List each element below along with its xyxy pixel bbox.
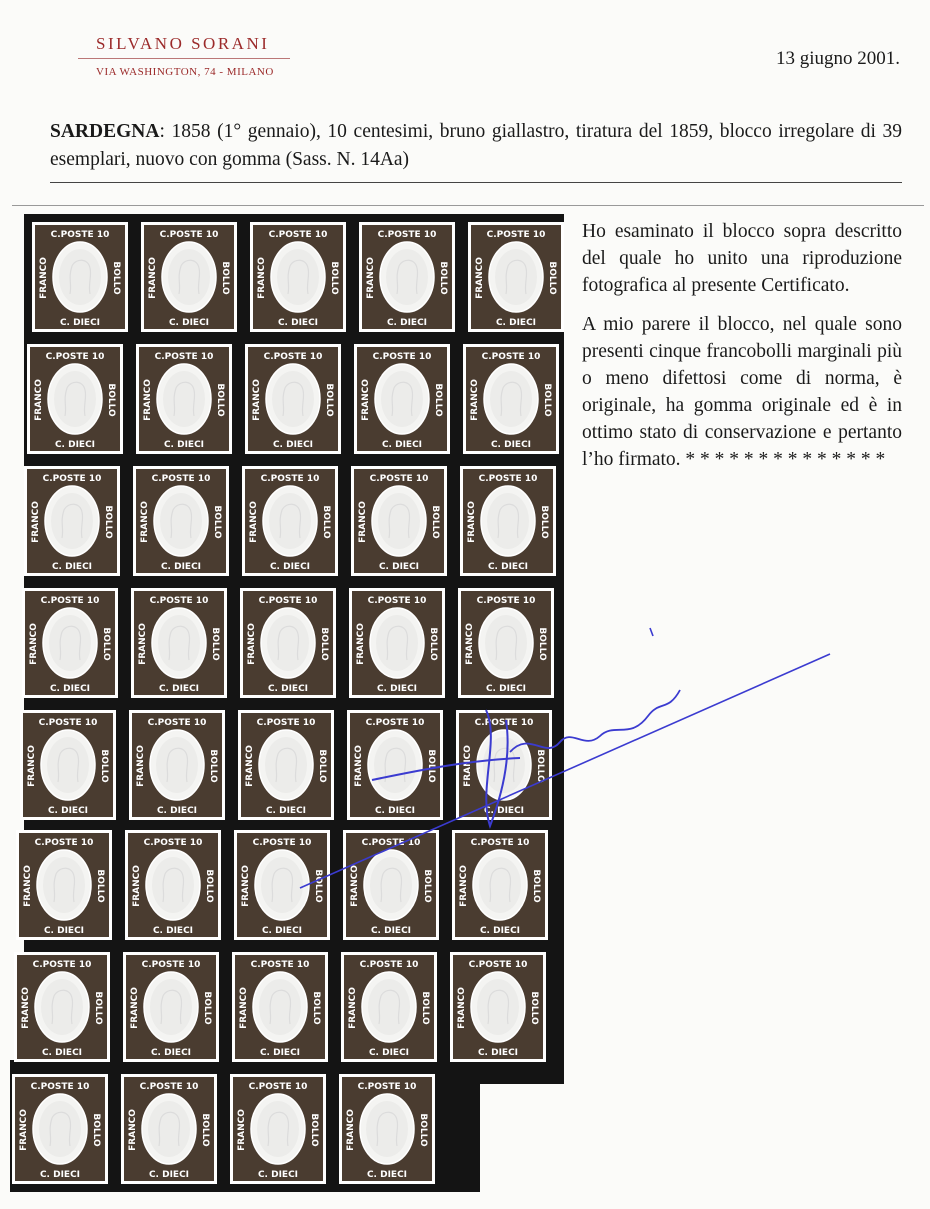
svg-text:FRANCO: FRANCO	[130, 987, 140, 1029]
svg-text:C. DIECI: C. DIECI	[495, 318, 537, 328]
svg-text:C. DIECI: C. DIECI	[152, 926, 194, 936]
certificate-paragraph-1: Ho esaminato il blocco sopra descritto del quale ho unito una riproduzione fotografica al presente Certificato.	[582, 221, 902, 296]
svg-text:FRANCO: FRANCO	[348, 987, 358, 1029]
svg-text:FRANCO: FRANCO	[470, 379, 480, 421]
svg-text:FRANCO: FRANCO	[358, 501, 368, 543]
svg-text:C. DIECI: C. DIECI	[150, 1048, 192, 1058]
svg-text:FRANCO: FRANCO	[366, 257, 376, 299]
certificate-paragraph-2: A mio parere il blocco, nel quale sono presenti cinque francobolli marginali più o meno difettosi come di norma, è originale, ha gomma originale ed è in ottimo stato di conservazione e pertanto l’ho firmato. * * * * * * * * * * * * * *	[582, 314, 902, 470]
svg-text:C.POSTE 10: C.POSTE 10	[474, 718, 534, 728]
svg-text:C. DIECI: C. DIECI	[261, 926, 303, 936]
stamp-6-3	[234, 830, 330, 940]
svg-text:C. DIECI: C. DIECI	[370, 926, 412, 936]
svg-text:C. DIECI: C. DIECI	[378, 562, 420, 572]
svg-text:FRANCO: FRANCO	[140, 501, 150, 543]
svg-text:FRANCO: FRANCO	[27, 745, 37, 787]
svg-text:C. DIECI: C. DIECI	[374, 806, 416, 816]
svg-text:C.POSTE 10: C.POSTE 10	[470, 838, 530, 848]
svg-text:C. DIECI: C. DIECI	[156, 806, 198, 816]
stamp-2-1	[27, 344, 123, 454]
svg-text:FRANCO: FRANCO	[346, 1109, 356, 1151]
svg-text:C.POSTE 10: C.POSTE 10	[252, 838, 312, 848]
svg-text:C.POSTE 10: C.POSTE 10	[40, 596, 100, 606]
svg-text:BOLLO: BOLLO	[418, 1113, 428, 1147]
svg-text:C. DIECI: C. DIECI	[259, 1048, 301, 1058]
svg-text:FRANCO: FRANCO	[128, 1109, 138, 1151]
svg-text:BOLLO: BOLLO	[433, 383, 443, 417]
svg-text:C.POSTE 10: C.POSTE 10	[258, 596, 318, 606]
svg-text:FRANCO: FRANCO	[465, 623, 475, 665]
stamp-6-1	[16, 830, 112, 940]
stamp-1-5	[468, 222, 564, 332]
svg-text:FRANCO: FRANCO	[245, 745, 255, 787]
svg-text:BOLLO: BOLLO	[420, 991, 430, 1025]
svg-text:BOLLO: BOLLO	[317, 749, 327, 783]
svg-text:C.POSTE 10: C.POSTE 10	[359, 960, 419, 970]
svg-text:C. DIECI: C. DIECI	[47, 806, 89, 816]
svg-text:BOLLO: BOLLO	[542, 383, 552, 417]
svg-text:BOLLO: BOLLO	[95, 869, 105, 903]
svg-text:FRANCO: FRANCO	[354, 745, 364, 787]
svg-text:C. DIECI: C. DIECI	[49, 684, 91, 694]
svg-text:BOLLO: BOLLO	[111, 261, 121, 295]
stamp-7-2	[123, 952, 219, 1062]
svg-text:C.POSTE 10: C.POSTE 10	[486, 230, 546, 240]
svg-text:C.POSTE 10: C.POSTE 10	[476, 596, 536, 606]
svg-text:C. DIECI: C. DIECI	[479, 926, 521, 936]
stamp-5-4	[347, 710, 443, 820]
svg-text:C.POSTE 10: C.POSTE 10	[260, 474, 320, 484]
svg-text:BOLLO: BOLLO	[204, 869, 214, 903]
svg-text:C. DIECI: C. DIECI	[158, 684, 200, 694]
svg-text:FRANCO: FRANCO	[148, 257, 158, 299]
svg-text:FRANCO: FRANCO	[29, 623, 39, 665]
svg-text:FRANCO: FRANCO	[247, 623, 257, 665]
svg-text:C.POSTE 10: C.POSTE 10	[377, 230, 437, 240]
svg-text:FRANCO: FRANCO	[237, 1109, 247, 1151]
svg-text:C. DIECI: C. DIECI	[148, 1170, 190, 1180]
svg-text:FRANCO: FRANCO	[459, 865, 469, 907]
stamp-8-3	[230, 1074, 326, 1184]
stamp-4-3	[240, 588, 336, 698]
svg-text:FRANCO: FRANCO	[350, 865, 360, 907]
stamp-4-2	[131, 588, 227, 698]
svg-text:BOLLO: BOLLO	[93, 991, 103, 1025]
svg-text:BOLLO: BOLLO	[438, 261, 448, 295]
svg-text:BOLLO: BOLLO	[428, 627, 438, 661]
svg-text:C. DIECI: C. DIECI	[168, 318, 210, 328]
svg-text:C. DIECI: C. DIECI	[41, 1048, 83, 1058]
svg-text:FRANCO: FRANCO	[21, 987, 31, 1029]
svg-text:C. DIECI: C. DIECI	[277, 318, 319, 328]
svg-text:BOLLO: BOLLO	[101, 627, 111, 661]
header-address: VIA WASHINGTON, 74 - MILANO	[96, 66, 274, 78]
stamp-8-2	[121, 1074, 217, 1184]
stamp-1-4	[359, 222, 455, 332]
svg-text:FRANCO: FRANCO	[257, 257, 267, 299]
svg-text:C. DIECI: C. DIECI	[487, 562, 529, 572]
svg-text:C. DIECI: C. DIECI	[381, 440, 423, 450]
stamp-7-5	[450, 952, 546, 1062]
svg-text:BOLLO: BOLLO	[430, 505, 440, 539]
svg-text:BOLLO: BOLLO	[91, 1113, 101, 1147]
svg-text:C.POSTE 10: C.POSTE 10	[256, 718, 316, 728]
stamp-6-4	[343, 830, 439, 940]
stamp-1-2	[141, 222, 237, 332]
svg-text:BOLLO: BOLLO	[103, 505, 113, 539]
stamp-3-5	[460, 466, 556, 576]
svg-text:FRANCO: FRANCO	[252, 379, 262, 421]
svg-text:BOLLO: BOLLO	[313, 869, 323, 903]
svg-text:C. DIECI: C. DIECI	[477, 1048, 519, 1058]
svg-text:FRANCO: FRANCO	[475, 257, 485, 299]
svg-text:C.POSTE 10: C.POSTE 10	[268, 230, 328, 240]
stamp-8-1	[12, 1074, 108, 1184]
svg-text:C.POSTE 10: C.POSTE 10	[151, 474, 211, 484]
svg-text:BOLLO: BOLLO	[324, 383, 334, 417]
stamp-3-2	[133, 466, 229, 576]
svg-text:C.POSTE 10: C.POSTE 10	[139, 1082, 199, 1092]
svg-text:C.POSTE 10: C.POSTE 10	[468, 960, 528, 970]
svg-text:BOLLO: BOLLO	[309, 1113, 319, 1147]
stamp-6-2	[125, 830, 221, 940]
svg-text:C.POSTE 10: C.POSTE 10	[34, 838, 94, 848]
svg-text:C. DIECI: C. DIECI	[257, 1170, 299, 1180]
svg-text:BOLLO: BOLLO	[547, 261, 557, 295]
svg-text:C.POSTE 10: C.POSTE 10	[149, 596, 209, 606]
svg-text:C. DIECI: C. DIECI	[51, 562, 93, 572]
svg-text:BOLLO: BOLLO	[106, 383, 116, 417]
svg-text:C.POSTE 10: C.POSTE 10	[154, 352, 214, 362]
svg-text:C.POSTE 10: C.POSTE 10	[365, 718, 425, 728]
svg-text:FRANCO: FRANCO	[457, 987, 467, 1029]
svg-text:C.POSTE 10: C.POSTE 10	[38, 718, 98, 728]
svg-text:C.POSTE 10: C.POSTE 10	[141, 960, 201, 970]
svg-text:FRANCO: FRANCO	[467, 501, 477, 543]
item-description-text: : 1858 (1° gennaio), 10 centesimi, bruno giallastro, tiratura del 1859, blocco irregolare di 39 esemplari, nuovo con gomma (Sass. N. 14Aa)	[50, 121, 902, 170]
svg-text:FRANCO: FRANCO	[136, 745, 146, 787]
svg-text:FRANCO: FRANCO	[39, 257, 49, 299]
svg-text:C.POSTE 10: C.POSTE 10	[42, 474, 102, 484]
svg-text:BOLLO: BOLLO	[319, 627, 329, 661]
svg-text:C. DIECI: C. DIECI	[366, 1170, 408, 1180]
svg-text:FRANCO: FRANCO	[34, 379, 44, 421]
certificate-text	[582, 218, 902, 485]
svg-text:C. DIECI: C. DIECI	[267, 684, 309, 694]
svg-text:C. DIECI: C. DIECI	[39, 1170, 81, 1180]
svg-text:C. DIECI: C. DIECI	[386, 318, 428, 328]
svg-text:BOLLO: BOLLO	[212, 505, 222, 539]
svg-text:BOLLO: BOLLO	[426, 749, 436, 783]
stamp-6-5	[452, 830, 548, 940]
svg-text:BOLLO: BOLLO	[535, 749, 545, 783]
svg-text:C. DIECI: C. DIECI	[54, 440, 96, 450]
stamp-3-1	[24, 466, 120, 576]
svg-text:BOLLO: BOLLO	[311, 991, 321, 1025]
svg-text:C. DIECI: C. DIECI	[485, 684, 527, 694]
svg-text:C.POSTE 10: C.POSTE 10	[369, 474, 429, 484]
svg-text:FRANCO: FRANCO	[239, 987, 249, 1029]
svg-text:C. DIECI: C. DIECI	[490, 440, 532, 450]
svg-text:C.POSTE 10: C.POSTE 10	[357, 1082, 417, 1092]
svg-text:C.POSTE 10: C.POSTE 10	[143, 838, 203, 848]
svg-text:FRANCO: FRANCO	[138, 623, 148, 665]
certificate-date: 13 giugno 2001.	[775, 48, 900, 69]
svg-text:FRANCO: FRANCO	[463, 745, 473, 787]
svg-text:FRANCO: FRANCO	[31, 501, 41, 543]
svg-text:BOLLO: BOLLO	[200, 1113, 210, 1147]
svg-text:C. DIECI: C. DIECI	[265, 806, 307, 816]
svg-text:BOLLO: BOLLO	[202, 991, 212, 1025]
stamp-2-4	[354, 344, 450, 454]
svg-text:C. DIECI: C. DIECI	[59, 318, 101, 328]
stamp-1-3	[250, 222, 346, 332]
svg-text:BOLLO: BOLLO	[329, 261, 339, 295]
svg-text:FRANCO: FRANCO	[132, 865, 142, 907]
svg-text:BOLLO: BOLLO	[99, 749, 109, 783]
svg-text:C.POSTE 10: C.POSTE 10	[372, 352, 432, 362]
svg-text:C.POSTE 10: C.POSTE 10	[50, 230, 110, 240]
svg-text:C. DIECI: C. DIECI	[160, 562, 202, 572]
svg-text:C. DIECI: C. DIECI	[269, 562, 311, 572]
stamp-2-5	[463, 344, 559, 454]
svg-text:C.POSTE 10: C.POSTE 10	[45, 352, 105, 362]
svg-text:C.POSTE 10: C.POSTE 10	[481, 352, 541, 362]
svg-text:C. DIECI: C. DIECI	[376, 684, 418, 694]
svg-text:BOLLO: BOLLO	[321, 505, 331, 539]
svg-text:FRANCO: FRANCO	[356, 623, 366, 665]
svg-text:C. DIECI: C. DIECI	[368, 1048, 410, 1058]
svg-text:BOLLO: BOLLO	[215, 383, 225, 417]
stamp-7-1	[14, 952, 110, 1062]
svg-text:BOLLO: BOLLO	[539, 505, 549, 539]
header-name: SILVANO SORANI	[96, 34, 270, 53]
svg-text:BOLLO: BOLLO	[208, 749, 218, 783]
stamp-5-3	[238, 710, 334, 820]
stamp-7-3	[232, 952, 328, 1062]
svg-text:C. DIECI: C. DIECI	[163, 440, 205, 450]
svg-text:C.POSTE 10: C.POSTE 10	[478, 474, 538, 484]
svg-text:C.POSTE 10: C.POSTE 10	[32, 960, 92, 970]
svg-text:BOLLO: BOLLO	[220, 261, 230, 295]
svg-text:FRANCO: FRANCO	[249, 501, 259, 543]
stamp-5-1	[20, 710, 116, 820]
svg-text:C. DIECI: C. DIECI	[43, 926, 85, 936]
stamp-3-3	[242, 466, 338, 576]
svg-text:C.POSTE 10: C.POSTE 10	[147, 718, 207, 728]
svg-text:C.POSTE 10: C.POSTE 10	[248, 1082, 308, 1092]
stamp-2-3	[245, 344, 341, 454]
stamp-3-4	[351, 466, 447, 576]
stamp-2-2	[136, 344, 232, 454]
stamp-4-1	[22, 588, 118, 698]
svg-text:BOLLO: BOLLO	[422, 869, 432, 903]
svg-text:BOLLO: BOLLO	[529, 991, 539, 1025]
svg-text:FRANCO: FRANCO	[241, 865, 251, 907]
svg-text:C.POSTE 10: C.POSTE 10	[361, 838, 421, 848]
svg-text:FRANCO: FRANCO	[23, 865, 33, 907]
stamp-1-1	[32, 222, 128, 332]
svg-text:C. DIECI: C. DIECI	[272, 440, 314, 450]
svg-text:FRANCO: FRANCO	[361, 379, 371, 421]
item-country: SARDEGNA	[50, 121, 160, 142]
svg-text:C. DIECI: C. DIECI	[483, 806, 525, 816]
svg-text:C.POSTE 10: C.POSTE 10	[367, 596, 427, 606]
svg-text:FRANCO: FRANCO	[19, 1109, 29, 1151]
stamp-4-5	[458, 588, 554, 698]
svg-text:C.POSTE 10: C.POSTE 10	[159, 230, 219, 240]
stamp-4-4	[349, 588, 445, 698]
svg-text:BOLLO: BOLLO	[210, 627, 220, 661]
svg-text:BOLLO: BOLLO	[531, 869, 541, 903]
svg-text:BOLLO: BOLLO	[537, 627, 547, 661]
svg-text:C.POSTE 10: C.POSTE 10	[263, 352, 323, 362]
stamp-5-2	[129, 710, 225, 820]
stamp-5-5	[456, 710, 552, 820]
svg-text:C.POSTE 10: C.POSTE 10	[30, 1082, 90, 1092]
svg-text:C.POSTE 10: C.POSTE 10	[250, 960, 310, 970]
svg-text:FRANCO: FRANCO	[143, 379, 153, 421]
stamp-8-4	[339, 1074, 435, 1184]
stamp-7-4	[341, 952, 437, 1062]
